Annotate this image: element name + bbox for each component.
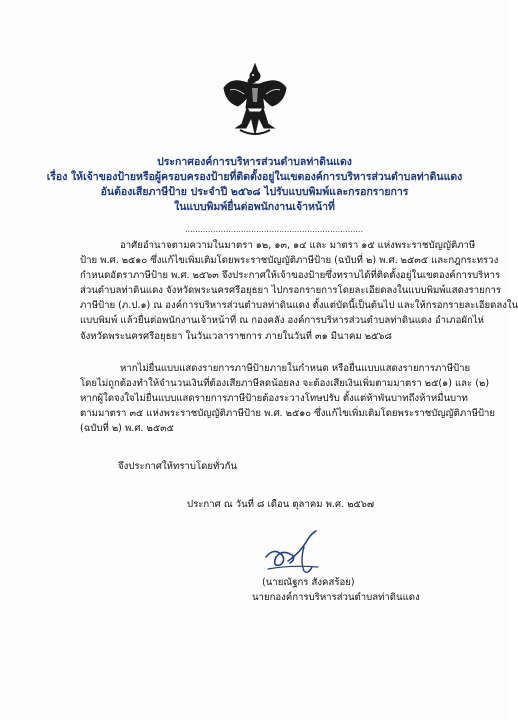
subject-line-2: อันต้องเสียภาษีป้าย ประจำปี ๒๕๖๘ ไปรับแบบพิมพ์และกรอกรายการ: [100, 186, 409, 198]
announcement-title: ประกาศองค์การบริหารส่วนตำบลท่าดินแดง: [157, 156, 352, 168]
paragraph-line: แบบพิมพ์ แล้วยื่นต่อพนักงานเจ้าหน้าที่ ณ กองคลัง องค์การบริหารส่วนตำบลท่าดินแดง อำเภอผักไห่: [80, 315, 484, 327]
paragraph-line: (ฉบับที่ ๒) พ.ศ. ๒๕๓๕: [80, 423, 174, 435]
signer-title: นายกองค์การบริหารส่วนตำบลท่าดินแดง: [252, 592, 420, 603]
paragraph-line: อาศัยอำนาจตามความในมาตรา ๑๒, ๑๓, ๑๔ และ มาตรา ๑๕ แห่งพระราชบัญญัติภาษี: [120, 240, 476, 251]
subject-line: เรื่อง ให้เจ้าของป้ายหรือผู้ครอบครองป้ายที่ติดตั้งอยู่ในเขตองค์การบริหารส่วนตำบลท่าดินแดง: [46, 171, 463, 183]
paragraph-line: หากผู้ใดจงใจไม่ยื่นแบบแสดรายการภาษีป้ายต้องระวางโทษปรับ ตั้งแต่ห้าพันบาทถึงห้าหมื่นบาท: [80, 393, 468, 405]
paragraph-penalty: [80, 361, 496, 436]
paragraph-line: ป้าย พ.ศ. ๒๕๑๐ ซึ่งแก้ไขเพิ่มเติมโดยพระราชบัญญัติภาษีป้าย (ฉบับที่ ๒) พ.ศ. ๒๕๓๕ และกฎกระทรวง: [80, 255, 499, 267]
paragraph-line: ภาษีป้าย (ภ.ป.๑) ณ องค์การบริหารส่วนตำบลท่าดินแดง ตั้งแต่บัดนี้เป็นต้นไป และให้กรอกรายละเอียดลงใน: [80, 300, 518, 312]
signer-name: (นายณัฐกร สังคสร้อย): [262, 577, 355, 588]
signature-icon: [260, 527, 330, 579]
paragraph-line: โดยไม่ถูกต้องทำให้จำนวนเงินที่ต้องเสียภาษีลดน้อยลง จะต้องเสียเงินเพิ่มตามมาตรา ๒๕(๑) และ (๒): [80, 378, 490, 390]
paragraph-line: ส่วนตำบลท่าดินแดง จังหวัดพระนครศรีอยุธยา ไปกรอกรายการโดยละเอียดลงในแบบพิมพ์แสดงรายการ: [80, 285, 502, 297]
paragraph-line: จังหวัดพระนครศรีอยุธยา ในวันเวลาราชการ ภายในวันที่ ๓๑ มีนาคม ๒๕๖๘: [80, 330, 392, 342]
paragraph-authority: [80, 238, 518, 344]
paragraph-line: ตามมาตรา ๓๕ แห่งพระราชบัญญัติภาษีป้าย พ.ศ. ๒๕๑๐ ซึ่งแก้ไขเพิ่มเติมโดยพระราชบัญญัติภาษีป้าย: [80, 408, 496, 420]
subject-line-3: ในแบบพิมพ์ยื่นต่อพนักงานเจ้าหน้าที่: [174, 201, 335, 213]
paragraph-line: หากไม่ยื่นแบบแสดงรายการภาษีป้ายภายในกำหนด หรือยื่นแบบแสดงรายการภาษีป้าย: [120, 363, 471, 374]
paragraph-line: กำหนดอัตราภาษีป้าย พ.ศ. ๒๕๖๓ จึงประกาศให้เจ้าของป้ายซึ่งทราบได้ที่ติดตั้งอยู่ในเขตองค์การบริหาร: [80, 270, 501, 282]
garuda-emblem-icon: [222, 62, 288, 138]
separator-line: ......................................................................: [185, 225, 364, 234]
closing-statement: จึงประกาศให้ทราบโดยทั่วกัน: [118, 461, 238, 472]
announcement-date: ประกาศ ณ วันที่ ๘ เดือน ตุลาคม พ.ศ. ๒๕๖๗: [187, 499, 375, 510]
